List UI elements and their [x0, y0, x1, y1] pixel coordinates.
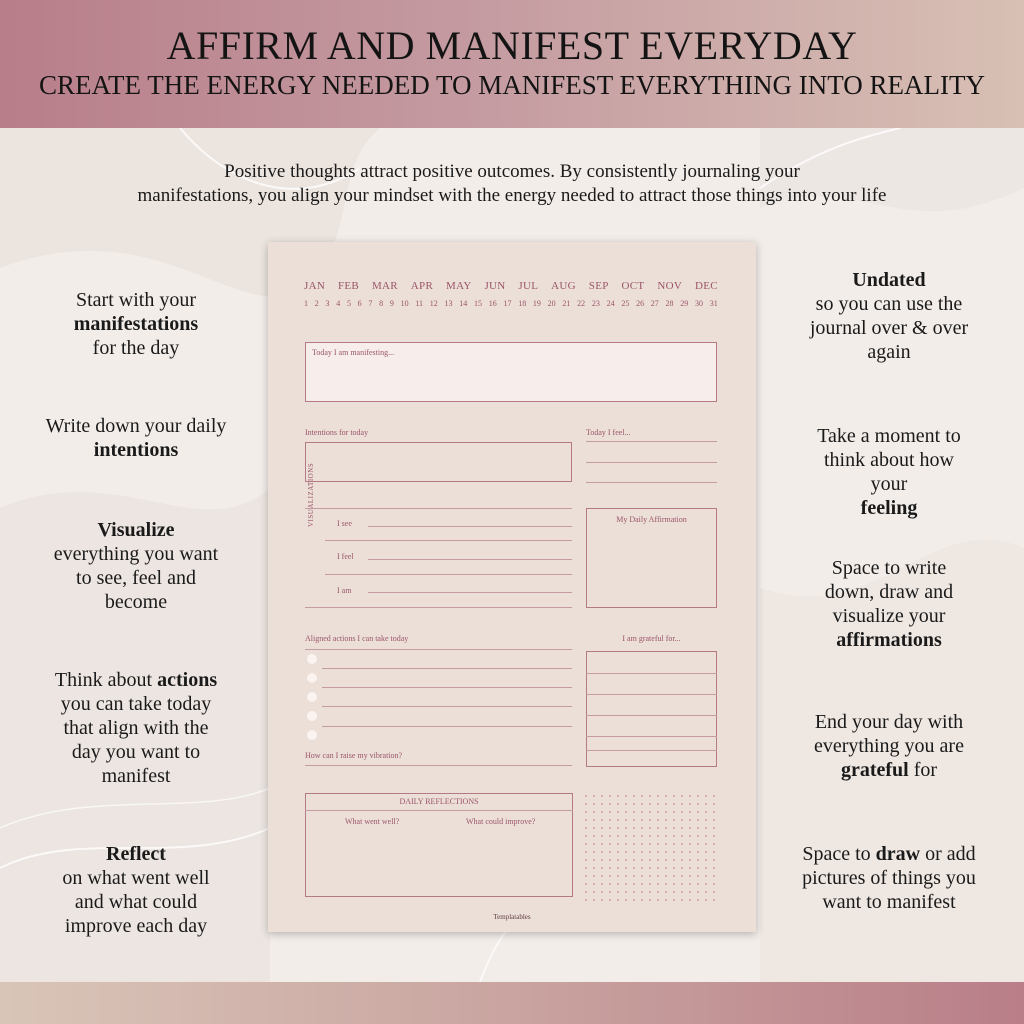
feature-text: Space to	[802, 843, 871, 865]
day-label[interactable]: 21	[562, 299, 571, 308]
intro-line-2: manifestations, you align your mindset with the energy needed to attract those things into your life	[137, 185, 887, 206]
reflections-divider	[305, 810, 573, 811]
feature-grateful	[784, 710, 994, 782]
day-row	[304, 299, 718, 308]
feature-undated	[784, 268, 994, 364]
month-label[interactable]: DEC	[694, 280, 718, 292]
day-label[interactable]: 19	[532, 299, 541, 308]
month-label[interactable]: JUN	[484, 280, 506, 292]
improve-label: What could improve?	[466, 817, 536, 826]
grateful-line	[586, 750, 717, 751]
feature-affirmations	[784, 556, 994, 652]
visualization-bottom-line	[305, 607, 572, 608]
grateful-line	[586, 715, 717, 716]
feature-text: or add pictures of things you want to manifest	[802, 843, 976, 913]
day-label[interactable]: 1	[304, 299, 308, 308]
feature-text: Think about	[54, 669, 153, 691]
feature-feeling	[784, 424, 994, 520]
month-label[interactable]: MAY	[446, 280, 472, 292]
feel-visual-line[interactable]	[368, 559, 572, 560]
manifesting-label: Today I am manifesting...	[312, 348, 395, 357]
month-label[interactable]: FEB	[337, 280, 360, 292]
day-label[interactable]: 6	[357, 299, 362, 308]
feature-text: Write down your daily	[45, 415, 227, 437]
actions-label: Aligned actions I can take today	[305, 634, 409, 643]
feature-text: Space to write down, draw and visualize your	[824, 557, 954, 627]
month-label[interactable]: NOV	[657, 280, 683, 292]
visualization-divider	[325, 540, 572, 541]
day-label[interactable]: 24	[606, 299, 615, 308]
day-label[interactable]: 17	[503, 299, 512, 308]
see-line[interactable]	[368, 526, 572, 527]
vibration-line[interactable]	[305, 765, 572, 766]
day-label[interactable]: 18	[518, 299, 527, 308]
day-label[interactable]: 5	[346, 299, 351, 308]
feature-draw	[784, 842, 994, 914]
day-label[interactable]: 28	[665, 299, 674, 308]
day-label[interactable]: 7	[368, 299, 373, 308]
feature-visualize	[31, 518, 241, 614]
feature-text: on what went well and what could improve each day	[62, 867, 210, 937]
brand-label: Templatables	[493, 913, 531, 921]
feature-keyword: intentions	[93, 439, 179, 461]
day-label[interactable]: 8	[379, 299, 384, 308]
day-label[interactable]: 20	[547, 299, 556, 308]
day-label[interactable]: 29	[680, 299, 689, 308]
day-label[interactable]: 13	[444, 299, 453, 308]
feature-keyword: actions	[157, 669, 218, 691]
intentions-label: Intentions for today	[305, 428, 369, 437]
month-label[interactable]: MAR	[371, 280, 398, 292]
grateful-line	[586, 694, 717, 695]
journal-page	[268, 242, 756, 932]
action-bullet[interactable]	[307, 654, 317, 664]
header-banner	[0, 0, 1024, 128]
grateful-line	[586, 673, 717, 674]
month-label[interactable]: JUL	[518, 280, 539, 292]
day-label[interactable]: 4	[336, 299, 341, 308]
see-label: I see	[337, 519, 352, 528]
day-label[interactable]: 14	[459, 299, 468, 308]
feature-keyword: Undated	[852, 269, 926, 291]
feel-label: Today I feel...	[586, 428, 631, 437]
feature-text: Take a moment to think about how your	[817, 425, 961, 495]
reflections-box[interactable]	[305, 793, 573, 897]
day-label[interactable]: 12	[429, 299, 438, 308]
day-label[interactable]: 22	[577, 299, 586, 308]
feature-text: Start with your	[76, 289, 196, 311]
day-label[interactable]: 31	[709, 299, 718, 308]
feature-text: for	[913, 759, 938, 781]
feature-keyword: Visualize	[97, 519, 175, 541]
action-bullet[interactable]	[307, 692, 317, 702]
feature-manifestations	[31, 288, 241, 360]
month-row	[304, 280, 718, 292]
feature-keyword: manifestations	[73, 313, 199, 335]
feel-line[interactable]	[586, 462, 717, 463]
month-label[interactable]: SEP	[588, 280, 609, 292]
am-label: I am	[337, 586, 352, 595]
day-label[interactable]: 2	[314, 299, 319, 308]
feature-text: so you can use the journal over & over again	[809, 293, 969, 363]
footer-band	[0, 982, 1024, 1024]
intro-line-1: Positive thoughts attract positive outcomes. By consistently journaling your	[224, 161, 800, 182]
day-label[interactable]: 26	[636, 299, 645, 308]
feature-keyword: grateful	[840, 759, 909, 781]
action-bullet[interactable]	[307, 673, 317, 683]
feature-intentions	[36, 414, 236, 462]
page-subtitle: CREATE THE ENERGY NEEDED TO MANIFEST EVERYTHING INTO REALITY	[39, 70, 985, 100]
visualization-divider	[325, 574, 572, 575]
day-label[interactable]: 16	[488, 299, 497, 308]
drawing-dot-grid[interactable]	[582, 792, 720, 902]
day-label[interactable]: 30	[695, 299, 703, 308]
feature-keyword: draw	[875, 843, 921, 865]
day-label[interactable]: 15	[473, 299, 482, 308]
grateful-line	[586, 736, 717, 737]
day-label[interactable]: 11	[415, 299, 424, 308]
month-label[interactable]: AUG	[551, 280, 576, 292]
day-label[interactable]: 10	[400, 299, 409, 308]
action-line[interactable]	[322, 687, 572, 688]
feature-reflect	[31, 842, 241, 938]
am-line[interactable]	[368, 592, 572, 593]
visualizations-label: VISUALIZATIONS	[307, 462, 315, 527]
month-label[interactable]: APR	[410, 280, 434, 292]
action-line[interactable]	[322, 668, 572, 669]
day-label[interactable]: 9	[389, 299, 394, 308]
intentions-box[interactable]	[305, 442, 572, 482]
went-well-label: What went well?	[345, 817, 400, 826]
vibration-label: How can I raise my vibration?	[305, 751, 403, 760]
feel-line-label: I feel	[337, 552, 354, 561]
day-label[interactable]: 3	[325, 299, 330, 308]
visualization-top-line	[305, 508, 572, 509]
intro-text	[40, 160, 984, 208]
grateful-label: I am grateful for...	[622, 634, 681, 643]
day-label[interactable]: 27	[650, 299, 659, 308]
affirmation-label: My Daily Affirmation	[616, 515, 687, 524]
feel-line[interactable]	[586, 482, 717, 483]
actions-line	[305, 649, 572, 650]
feature-keyword: Reflect	[106, 843, 166, 865]
month-label[interactable]: OCT	[621, 280, 645, 292]
action-line[interactable]	[322, 706, 572, 707]
feature-text: you can take today that align with the day you want to manifest	[60, 693, 212, 787]
month-label[interactable]: JAN	[304, 280, 326, 292]
feature-text: everything you want to see, feel and become	[53, 543, 219, 613]
feel-line[interactable]	[586, 441, 717, 442]
page-title: AFFIRM AND MANIFEST EVERYDAY	[166, 23, 858, 68]
feature-keyword: affirmations	[836, 629, 942, 651]
feature-actions	[31, 668, 241, 788]
day-label[interactable]: 23	[591, 299, 600, 308]
feature-text: for the day	[92, 337, 180, 359]
feature-text: End your day with everything you are	[814, 711, 964, 757]
day-label[interactable]: 25	[621, 299, 630, 308]
action-line[interactable]	[322, 726, 572, 727]
reflections-label: DAILY REFLECTIONS	[399, 797, 479, 806]
feature-keyword: feeling	[860, 497, 918, 519]
action-bullet[interactable]	[307, 730, 317, 740]
action-bullet[interactable]	[307, 711, 317, 721]
